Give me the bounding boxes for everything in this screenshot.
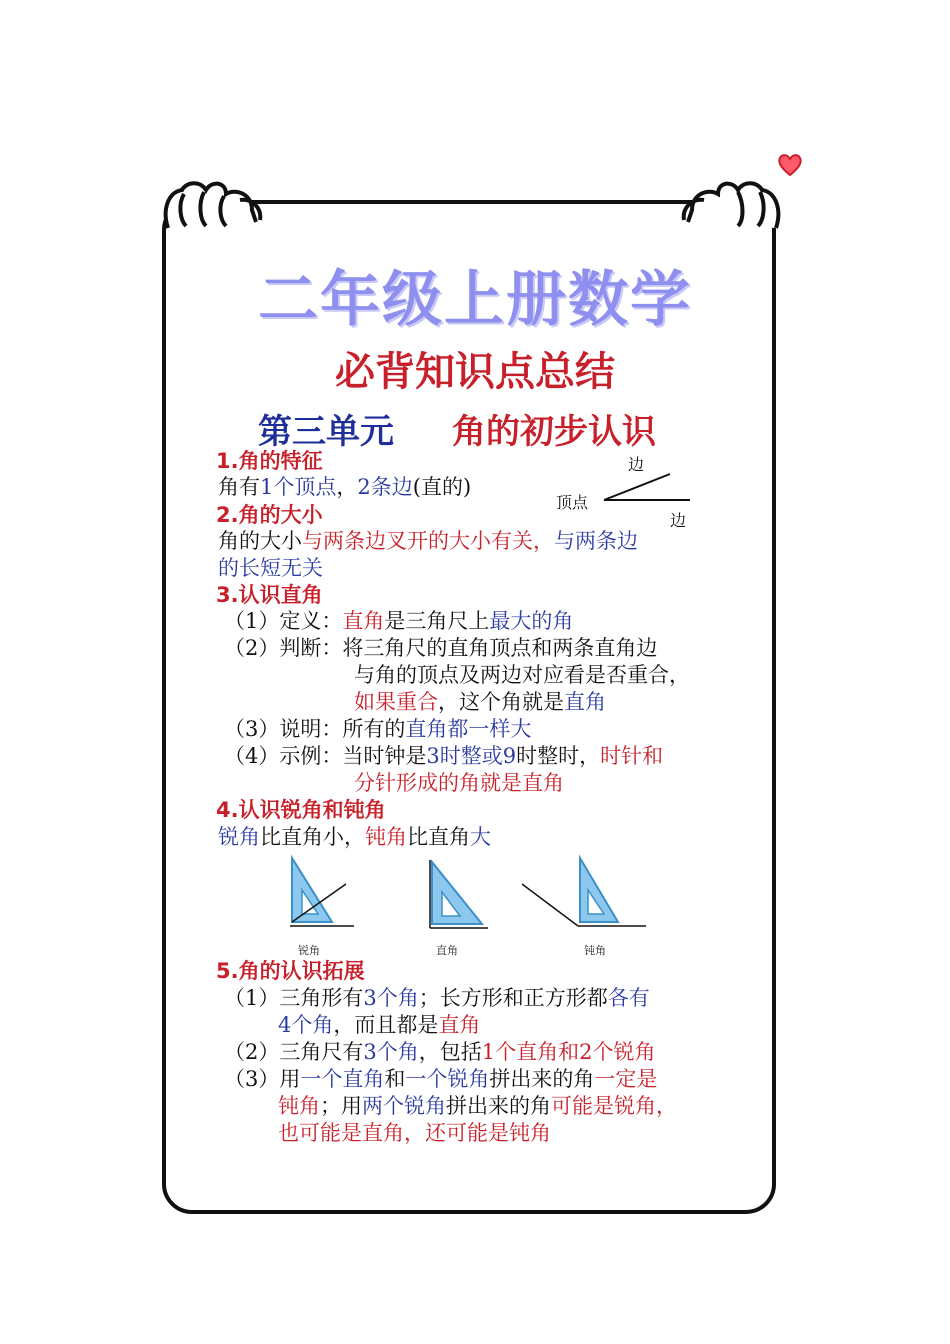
section-4-heading: 4.认识锐角和钝角	[216, 798, 386, 822]
vertex-label: 顶点	[556, 493, 589, 512]
section-1-line: 角有1个顶点，2条边(直的)	[218, 475, 472, 499]
section-5-item-3c: 也可能是直角，还可能是钝角	[278, 1121, 551, 1145]
acute-caption: 锐角	[298, 944, 320, 957]
section-5-item-1a: （1）三角形有3个角；长方形和正方形都各有	[224, 986, 650, 1010]
section-2-heading: 2.角的大小	[216, 503, 323, 527]
edge-label-bottom: 边	[670, 511, 687, 530]
section-1-heading: 1.角的特征	[216, 449, 323, 473]
section-3-judgement-1: （2）判断：将三角尺的直角顶点和两条直角边	[224, 636, 658, 660]
section-3-example-2: 分针形成的角就是直角	[354, 771, 564, 795]
section-3-judgement-3: 如果重合，这个角就是直角	[354, 690, 606, 714]
section-2-line-1: 角的大小与两条边叉开的大小有关，与两条边	[218, 529, 638, 553]
section-3-judgement-2: 与角的顶点及两边对应看是否重合，	[354, 663, 690, 687]
obtuse-angle-illustration	[518, 854, 648, 932]
section-5-item-2: （2）三角尺有3个角，包括1个直角和2个锐角	[224, 1040, 656, 1064]
section-3-explanation: （3）说明：所有的直角都一样大	[224, 717, 532, 741]
section-5-item-3b: 钝角；用两个锐角拼出来的角可能是锐角，	[278, 1094, 677, 1118]
section-3-example-1: （4）示例：当时钟是3时整或9时整时，时针和	[224, 744, 664, 768]
section-5-item-3a: （3）用一个直角和一个锐角拼出来的角一定是	[224, 1067, 658, 1091]
section-3-definition: （1）定义：直角是三角尺上最大的角	[224, 609, 574, 633]
section-5-heading: 5.角的认识拓展	[216, 959, 365, 983]
page-title: 二年级上册数学	[258, 265, 692, 335]
section-3-heading: 3.认识直角	[216, 583, 323, 607]
right-caption: 直角	[436, 944, 458, 957]
acute-angle-illustration	[286, 852, 356, 932]
heart-icon	[776, 152, 804, 178]
section-2-line-2: 的长短无关	[218, 556, 323, 580]
section-5-item-1b: 4个角，而且都是直角	[278, 1013, 481, 1037]
angle-diagram	[600, 470, 700, 510]
right-angle-illustration	[424, 856, 494, 932]
unit-number: 第三单元	[258, 412, 394, 452]
unit-name: 角的初步认识	[452, 412, 656, 452]
left-hand-decoration	[160, 170, 280, 240]
page-subtitle: 必背知识点总结	[335, 348, 615, 395]
section-4-line: 锐角比直角小，钝角比直角大	[218, 825, 491, 849]
right-hand-decoration	[664, 170, 784, 240]
edge-label-top: 边	[628, 455, 645, 474]
obtuse-caption: 钝角	[584, 944, 606, 957]
